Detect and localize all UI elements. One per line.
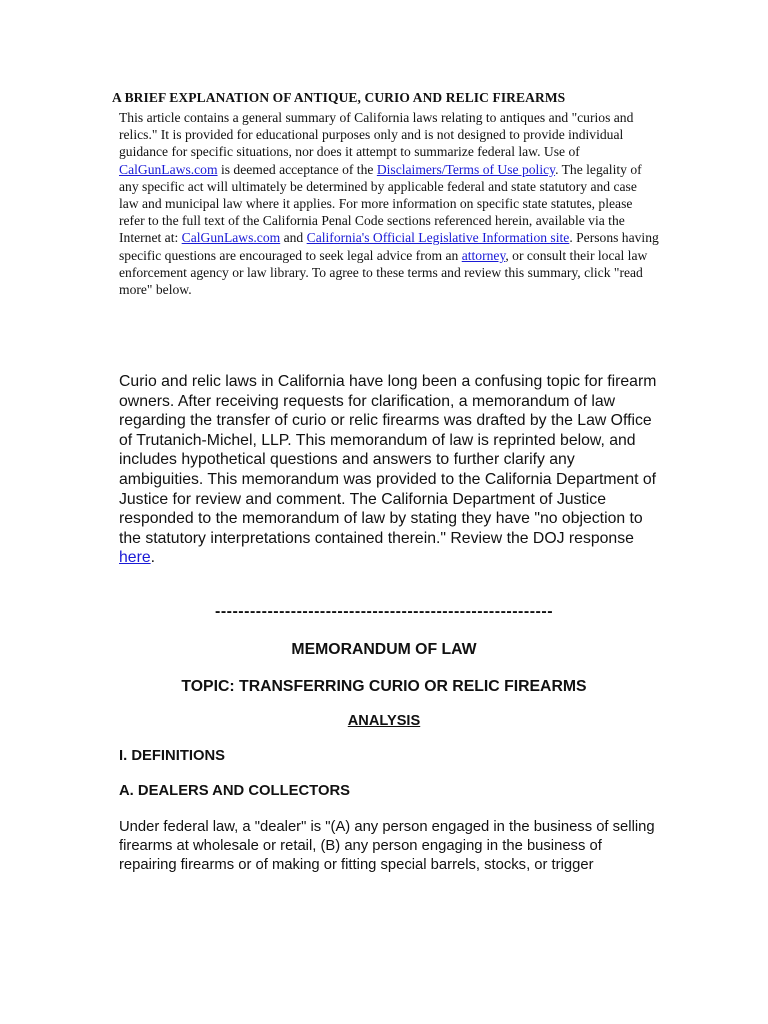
memo-topic: TOPIC: TRANSFERRING CURIO OR RELIC FIREARMS xyxy=(181,678,587,695)
doj-response-link[interactable]: here xyxy=(119,549,151,567)
calgunlaws-link[interactable]: CalGunLaws.com xyxy=(119,161,218,177)
definitions-heading: I. DEFINITIONS xyxy=(119,748,226,764)
disclaimer-text-1: This article contains a general summary of California laws relating to antiques and "curios and relics." It is provided for educational purposes only and is not designed to provide individual guidance for specific situations, nor does it attempt to summarize federal law. Use of xyxy=(119,110,634,160)
attorney-link[interactable]: attorney xyxy=(461,247,506,263)
calgunlaws-link-2[interactable]: CalGunLaws.com xyxy=(181,230,281,246)
memo-title: MEMORANDUM OF LAW xyxy=(291,641,477,658)
disclaimer-text-4: and xyxy=(280,230,307,246)
disclaimer-text-6: , or consult their local law enforcement agency or law library. To agree to these terms and review this summary, click "read more" below. xyxy=(119,247,648,298)
disclaimer-text-5: . Persons having specific questions are encouraged to seek legal advice from an xyxy=(119,230,659,263)
federal-law-paragraph: Under federal law, a "dealer" is "(A) any person engaged in the business of selling firearms at wholesale or retail, (B) any person engaging in the business of repairing firearms or of making or fitting special barrels, stocks, or trigger xyxy=(119,819,655,873)
analysis-heading: ANALYSIS xyxy=(347,713,421,729)
intro-paragraph xyxy=(119,372,659,568)
section-divider: ---------------------------------------------------------- xyxy=(214,603,554,620)
disclaimer-text-2: is deemed acceptance of the xyxy=(217,161,377,177)
document-title: A BRIEF EXPLANATION OF ANTIQUE, CURIO AND RELIC FIREARMS xyxy=(112,90,566,105)
disclaimer-paragraph xyxy=(119,109,659,298)
intro-text: Curio and relic laws in California have long been a confusing topic for firearm owners. After receiving requests for clarification, a memorandum of law regarding the transfer of curio or relic firearms was drafted by the Law Office of Trutanich-Michel, LLP. This memorandum of law is reprinted below, and includes hypothetical questions and answers to further clarify any ambiguities. This memorandum was provided to the California Department of Justice for review and comment. The California Department of Justice responded to the memorandum of law by stating they have "no objection to the statutory interpretations contained therein." Review the DOJ response xyxy=(119,373,657,547)
dealers-collectors-heading: A. DEALERS AND COLLECTORS xyxy=(119,783,351,799)
disclaimer-text-3: . The legality of any specific act will ultimately be determined by applicable federal and state statutory and case law and municipal law where it applies. For more information on specific state statutes, please refer to the full text of the California Penal Code sections referenced herein, available via the Internet at: xyxy=(119,161,642,246)
legislative-info-link[interactable]: California's Official Legislative Information site xyxy=(306,230,570,246)
intro-end: . xyxy=(150,549,156,567)
disclaimers-terms-link[interactable]: Disclaimers/Terms of Use policy xyxy=(376,161,556,177)
